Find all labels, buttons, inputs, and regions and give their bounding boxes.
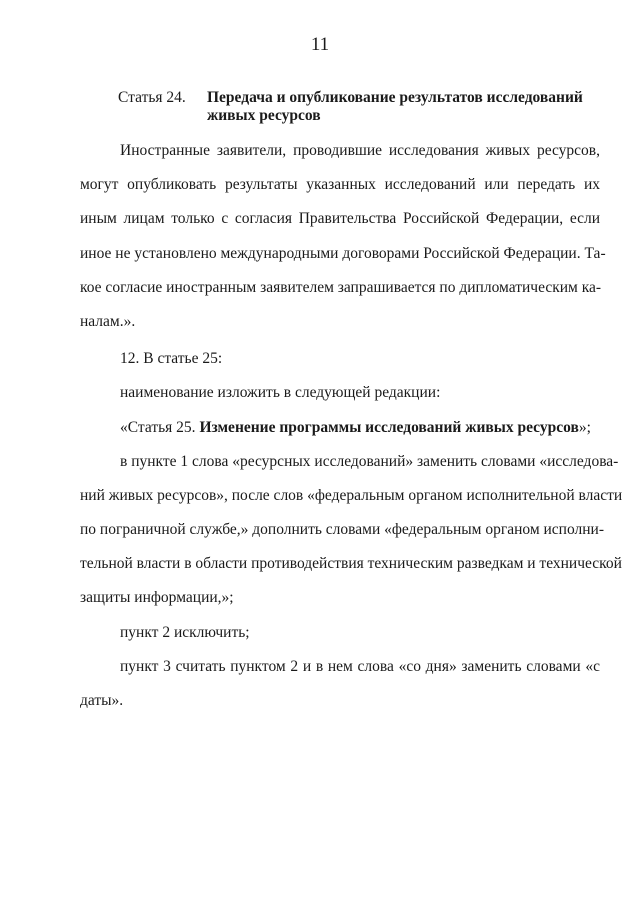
paragraph-line: по пограничной службе,» дополнить словами «федеральным органом исполни- — [80, 521, 605, 539]
paragraph-line: наименование изложить в следующей редакции: — [120, 384, 441, 402]
paragraph-line: пункт 3 считать пунктом 2 и в нем слова «со дня» заменить словами «с — [120, 657, 600, 675]
amendment-item-heading: 12. В статье 25: — [120, 350, 223, 368]
paragraph-line: тельной власти в области противодействия техническим разведкам и технической — [80, 555, 622, 573]
document-body — [80, 134, 623, 718]
article-label: Статья 24. — [118, 89, 186, 106]
paragraph-line: Иностранные заявители, проводившие исследования живых ресурсов, — [120, 142, 600, 159]
article-25-title: «Статья 25. Изменение программы исследований живых ресурсов»; — [120, 418, 591, 436]
paragraph-line: могут опубликовать результаты указанных исследований или передать их — [80, 176, 600, 194]
paragraph-line: кое согласие иностранным заявителем запрашивается по дипломатическим ка- — [80, 278, 602, 296]
paragraph-line: даты». — [80, 692, 124, 709]
paragraph-line: иным лицам только с согласия Правительства Российской Федерации, если — [80, 210, 600, 228]
paragraph-line: защиты информации,»; — [80, 589, 234, 607]
article-title: Передача и опубликование результатов исследований живых ресурсов — [207, 89, 583, 124]
paragraph-line: налам.». — [80, 312, 136, 330]
article-25-title-line — [80, 411, 600, 445]
paragraph-line: в пункте 1 слова «ресурсных исследований» заменить словами «исследова- — [120, 452, 619, 470]
page-number: 11 — [310, 34, 330, 55]
paragraph-line: иное не установлено международными договорами Российской Федерации. Та- — [80, 244, 606, 262]
paragraph-line: пункт 2 исключить; — [120, 623, 250, 641]
paragraph-line: ний живых ресурсов», после слов «федеральным органом исполнительной власти — [80, 486, 623, 504]
